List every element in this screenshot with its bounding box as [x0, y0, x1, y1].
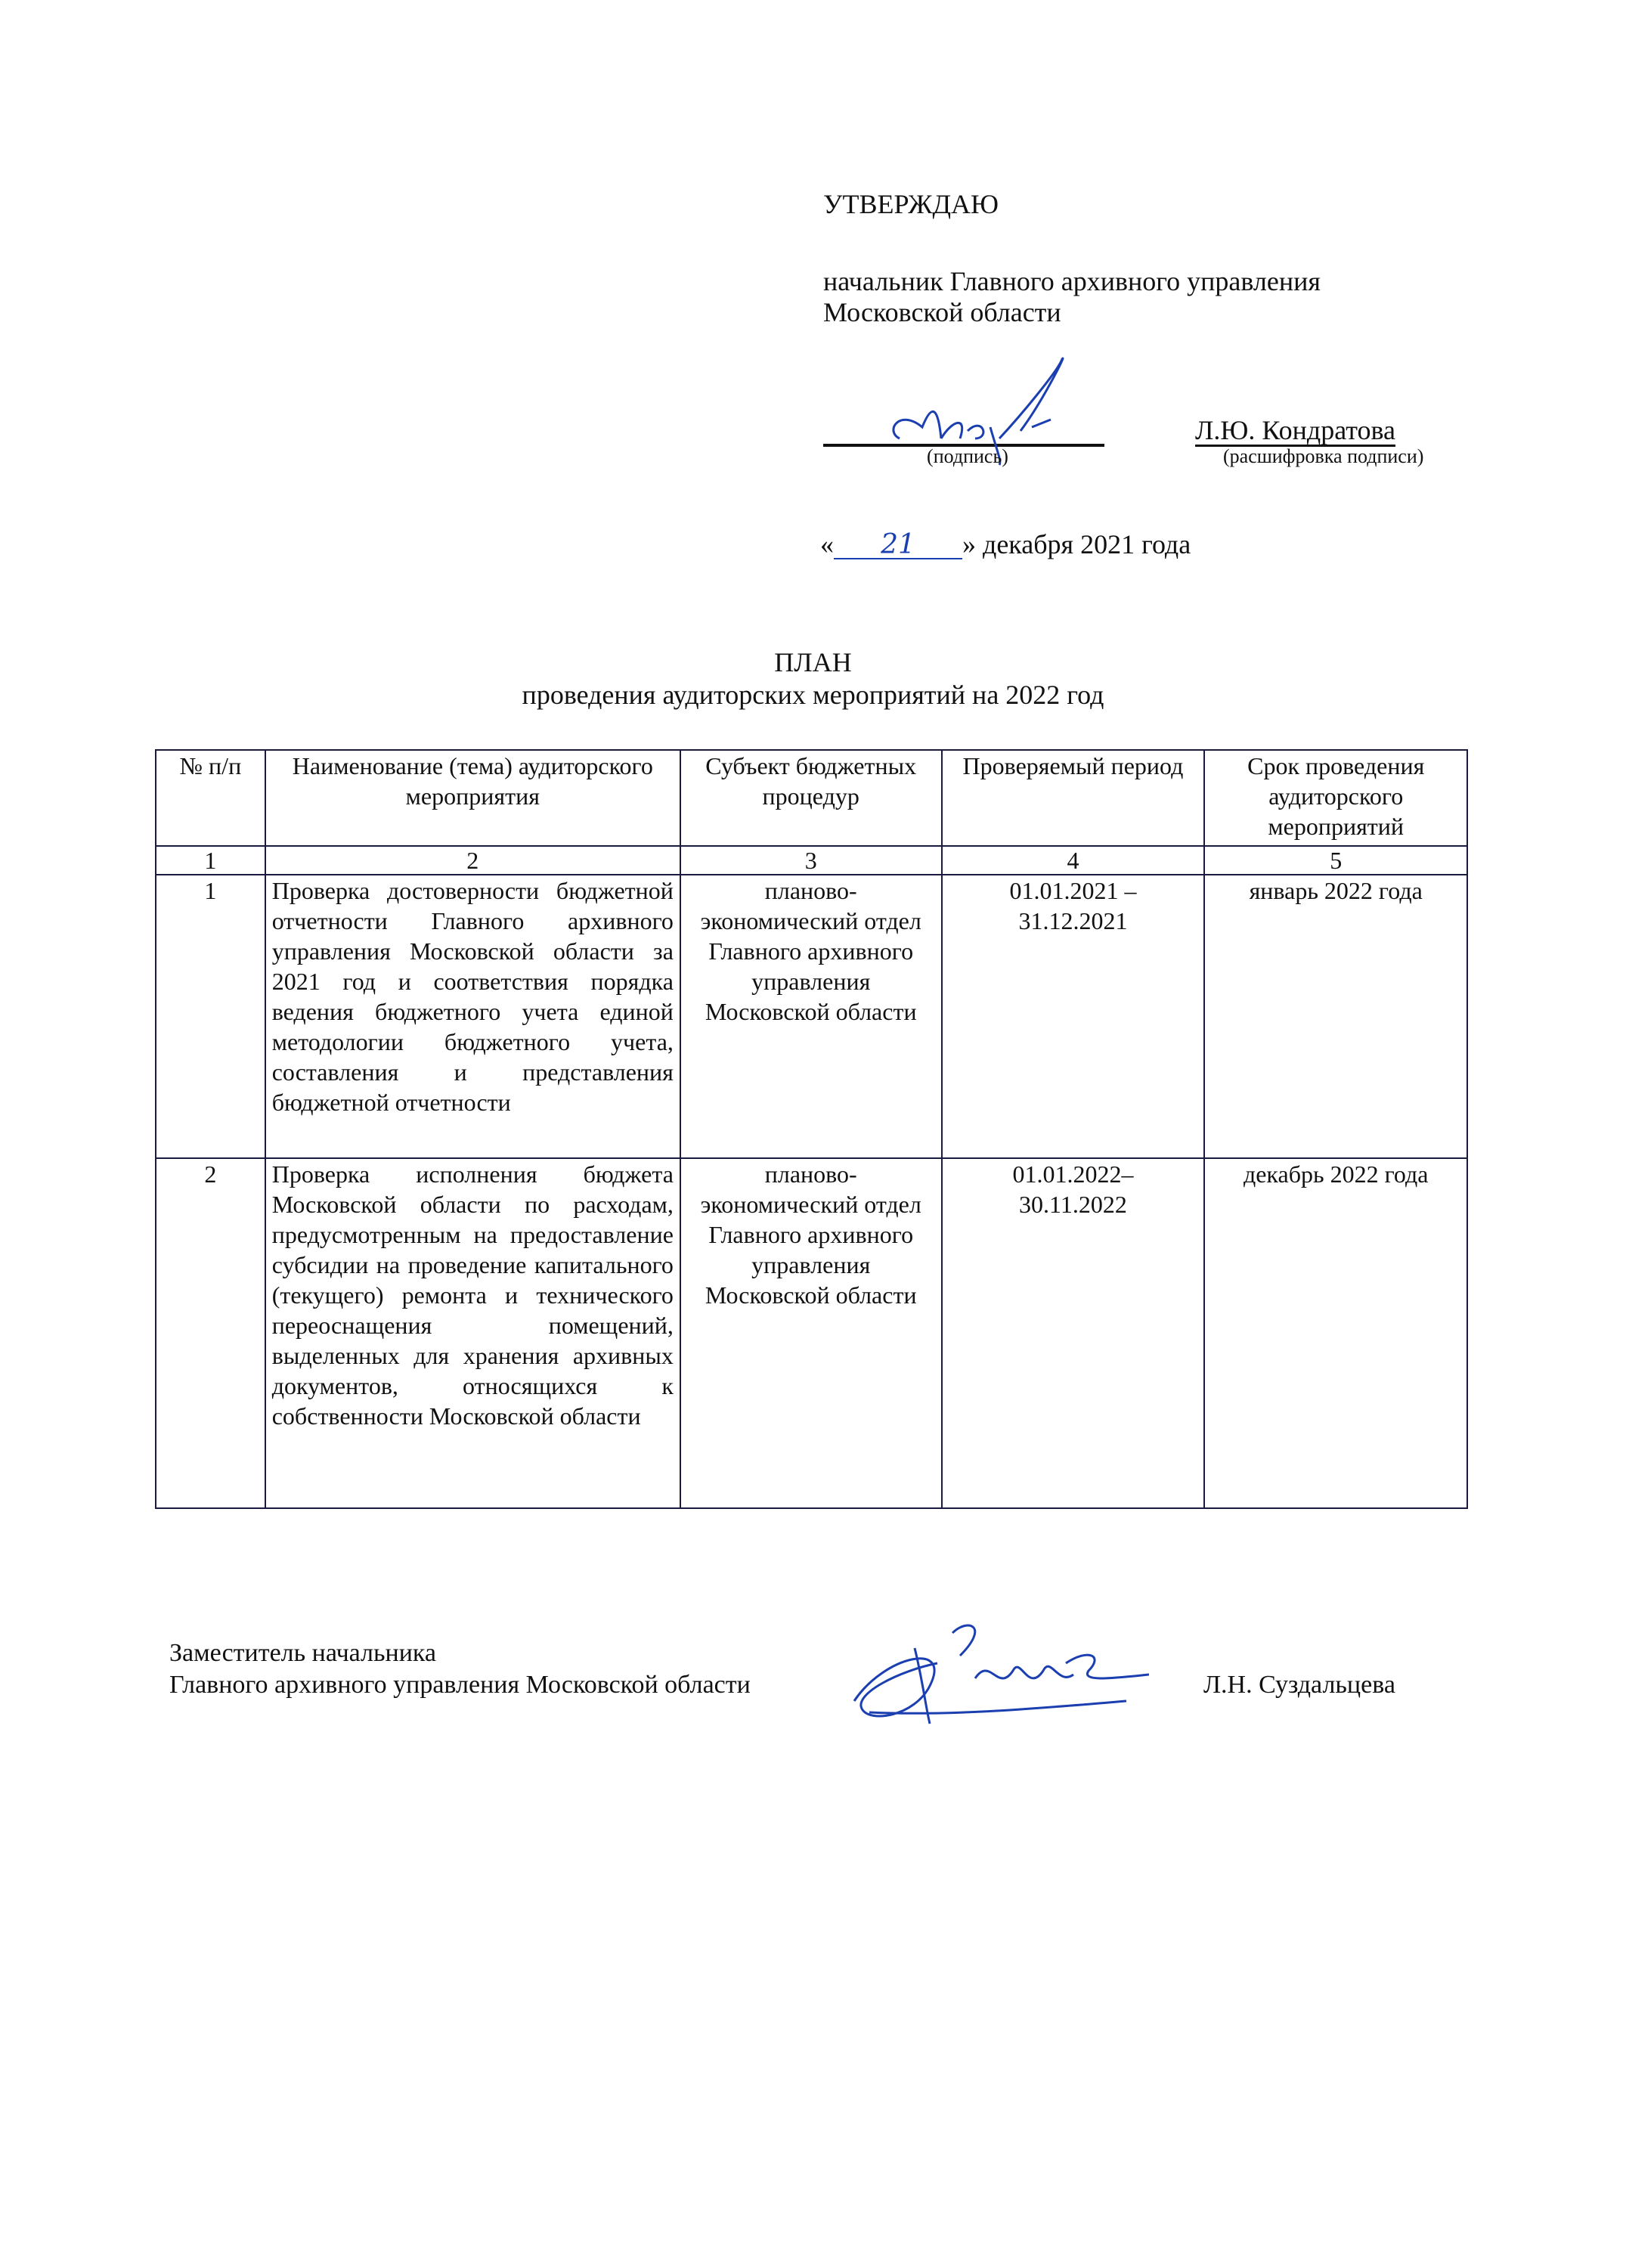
table-row: [156, 1158, 1467, 1508]
name-caption: (расшифровка подписи): [1223, 445, 1424, 467]
footer-position-line2: Главного архивного управления Московской области: [169, 1671, 751, 1699]
row-num: 1: [156, 875, 265, 1158]
header-num: № п/п: [156, 750, 265, 846]
header-name: Наименование (тема) аудиторского мероприятия: [265, 750, 680, 846]
row-period: 01.01.2022– 30.11.2022: [942, 1158, 1205, 1508]
document-title: ПЛАН: [774, 647, 852, 677]
approval-heading: УТВЕРЖДАЮ: [823, 189, 999, 219]
signature-caption: (подпись): [927, 445, 1008, 467]
table-header-row: [156, 750, 1467, 846]
column-number: 3: [680, 846, 942, 875]
row-period: 01.01.2021 – 31.12.2021: [942, 875, 1205, 1158]
footer-position-line1: Заместитель начальника: [169, 1639, 437, 1667]
approver-name: Л.Ю. Кондратова: [1195, 415, 1396, 445]
header-subject: Субъект бюджетных процедур: [680, 750, 942, 846]
date-rest: » декабря 2021 года: [962, 529, 1191, 559]
row-subject: планово-экономический отдел Главного архивного управления Московской области: [680, 1158, 942, 1508]
footer-name: Л.Н. Суздальцева: [1203, 1671, 1395, 1699]
document-subtitle: проведения аудиторских мероприятий на 2022 год: [522, 680, 1104, 710]
table-row: [156, 875, 1467, 1158]
row-term: декабрь 2022 года: [1204, 1158, 1467, 1508]
deputy-signature: [839, 1610, 1164, 1739]
header-period: Проверяемый период: [942, 750, 1205, 846]
row-term: январь 2022 года: [1204, 875, 1467, 1158]
row-num: 2: [156, 1158, 265, 1508]
date-open-quote: «: [820, 529, 834, 559]
audit-plan-table: [155, 749, 1468, 1509]
header-term: Срок проведения аудиторского мероприятий: [1204, 750, 1467, 846]
approver-position-line1: начальник Главного архивного управления: [823, 266, 1321, 296]
column-number: 4: [942, 846, 1205, 875]
row-subject: планово-экономический отдел Главного архивного управления Московской области: [680, 875, 942, 1158]
column-number-row: [156, 846, 1467, 875]
row-name: Проверка исполнения бюджета Московской области по расходам, предусмотренным на предоставление субсидии на проведение капитального (текущего) ремонта и технического переоснащения помещений, выделенных для хранения архивных документов, относящихся к собственности Московской области: [265, 1158, 680, 1508]
date-day-handwritten: 21: [834, 532, 962, 559]
column-number: 2: [265, 846, 680, 875]
row-name: Проверка достоверности бюджетной отчетности Главного архивного управления Московской области за 2021 год и соответствия порядка ведения бюджетного учета единой методологии бюджетного учета, составления и представления бюджетной отчетности: [265, 875, 680, 1158]
approver-position-line2: Московской области: [823, 297, 1061, 327]
column-number: 1: [156, 846, 265, 875]
approval-date: [820, 529, 1191, 560]
column-number: 5: [1204, 846, 1467, 875]
